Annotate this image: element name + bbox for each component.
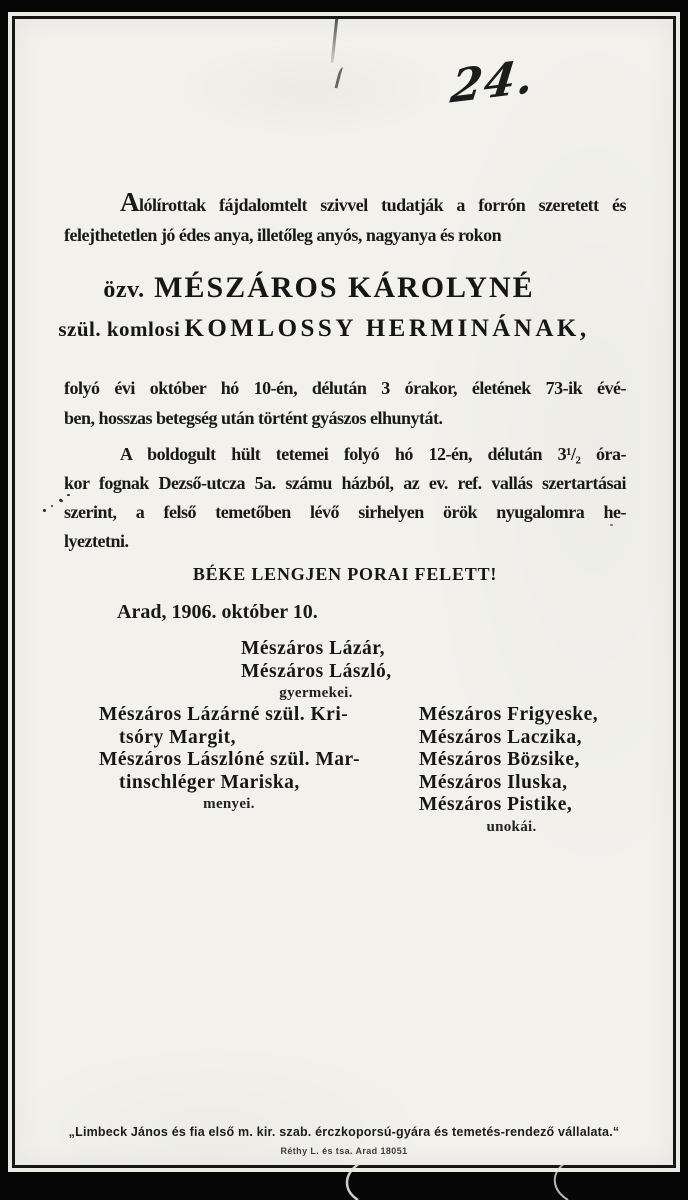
undertaker-company-line: „Limbeck János és fia első m. kir. szab. érczkoporsú-gyára és temetés-rendező vállalata.“: [68, 1125, 620, 1139]
ink-speck: [43, 509, 46, 512]
funeral-line-2: kor fognak Dezső-utcza 5a. számu házból, az ev. ref. vallás szertartásai: [64, 473, 626, 493]
grandchild-name: Mészáros Pistike,: [419, 794, 573, 815]
daughters-in-law-column: [99, 704, 399, 813]
intro-line-1: [64, 187, 626, 220]
ink-speck: [59, 498, 64, 503]
death-line-2: ben, hosszas betegség után történt gyászos elhunytát.: [64, 408, 443, 428]
birth-name-prefix: szül. komlosi: [58, 317, 181, 341]
child-name: Mészáros Lázár,: [241, 638, 385, 659]
grandchild-name: Mészáros Frigyeske,: [419, 704, 599, 725]
grandchild-name: Mészáros Bözsike,: [419, 749, 580, 770]
document-page: [12, 16, 676, 1168]
death-paragraph: [64, 373, 626, 433]
paper-crease-mark-tail: [334, 66, 346, 89]
handwritten-page-number: 24.: [447, 49, 539, 114]
daughter-in-law-name: Mészáros Lázárné szül. Kri-: [99, 704, 349, 725]
daughter-in-law-name-continued: tinschléger Mariska,: [119, 771, 300, 793]
daughters-in-law-caption: menyei.: [203, 796, 255, 812]
printer-imprint-line: Réthy L. és tsa. Arad 18051: [280, 1146, 408, 1156]
ink-speck: [51, 505, 53, 507]
children-caption: gyermekei.: [279, 685, 353, 701]
death-line-1: folyó évi október hó 10-én, délután 3 órakor, életének 73-ik évé-: [64, 378, 626, 398]
deceased-birth-name-heading: [35, 315, 613, 343]
paper-crease-mark: [331, 17, 339, 63]
deceased-name-prefix: özv.: [103, 277, 145, 303]
daughter-in-law-name: Mészáros Lászlóné szül. Mar-: [99, 749, 360, 770]
scan-bed-artifact-arcs: [330, 1163, 610, 1200]
grandchildren-caption: unokái.: [486, 818, 537, 835]
intro-line-1-text: lólírottak fájdalomtelt szivvel tudatják a forrón szeretett és: [139, 195, 626, 215]
children-name-group: [241, 638, 391, 702]
intro-paragraph: [64, 187, 626, 250]
deceased-married-name: MÉSZÁROS KÁROLYNÉ: [154, 271, 535, 304]
grandchild-name: Mészáros Laczika,: [419, 726, 583, 748]
funeral-line-1-text: A boldogult hült tetemei folyó hó 12-én, délután 3¹/₂ óra-: [120, 444, 626, 464]
funeral-line-1: [64, 440, 626, 469]
daughter-in-law-name-continued: tsóry Margit,: [119, 726, 236, 748]
child-name: Mészáros László,: [241, 660, 392, 682]
deceased-name-heading: [45, 271, 593, 305]
intro-line-2: felejthetetlen jó édes anya, illetőleg anyós, nagyanya és rokon: [64, 225, 502, 245]
motto-line: BÉKE LENGJEN PORAI FELETT!: [192, 564, 498, 584]
grandchildren-column: [419, 704, 604, 836]
deceased-birth-name: KOMLOSSY HERMINÁNAK,: [184, 315, 590, 342]
intro-initial-capital: A: [120, 187, 139, 217]
funeral-line-3: szerint, a felső temetőben lévő sirhelyen örök nyugalomra he-: [64, 502, 626, 522]
funeral-paragraph: [64, 440, 626, 556]
dateline: Arad, 1906. október 10.: [117, 601, 318, 623]
funeral-line-4: lyeztetni.: [64, 531, 129, 551]
grandchild-name: Mészáros Iluska,: [419, 771, 568, 793]
